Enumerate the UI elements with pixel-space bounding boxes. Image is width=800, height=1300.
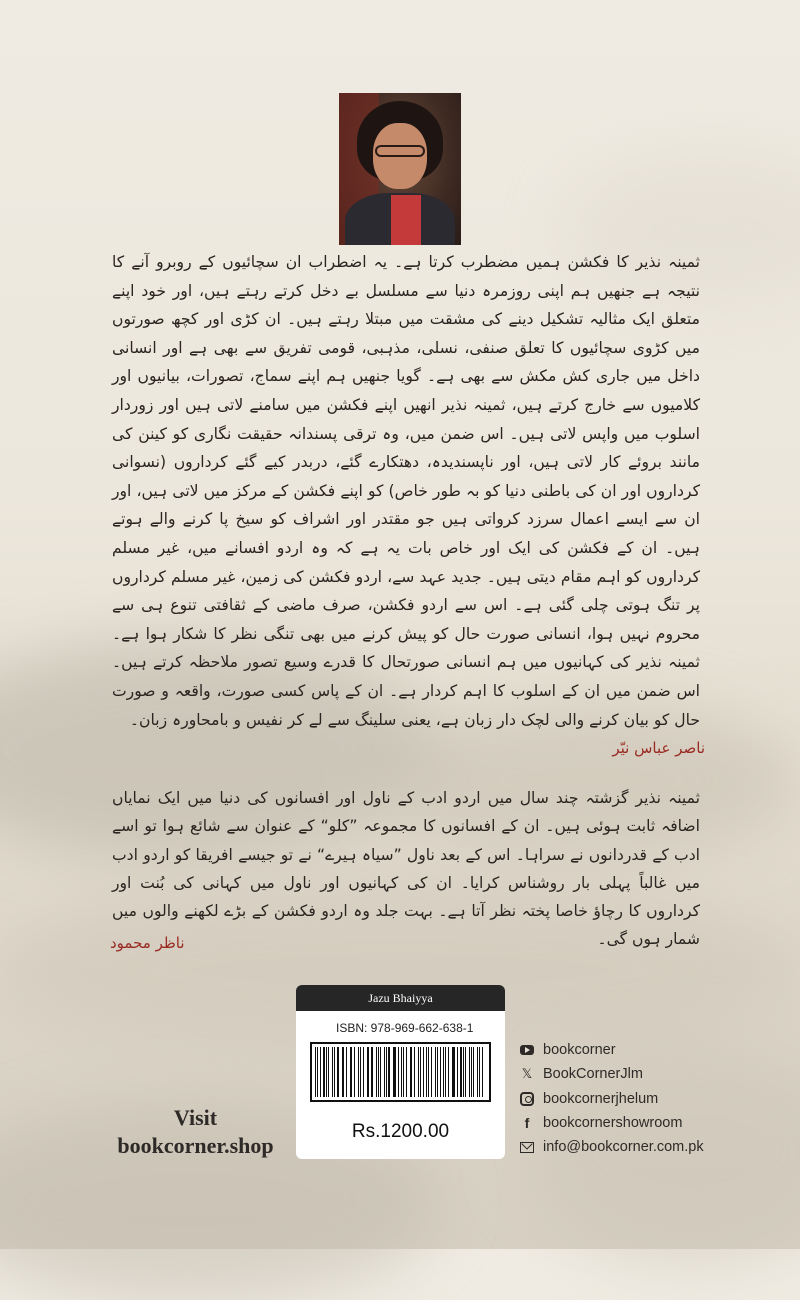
barcode-bar — [393, 1047, 394, 1097]
barcode-bar — [360, 1047, 361, 1097]
isbn-number: ISBN: 978-969-662-638-1 — [336, 1021, 474, 1035]
instagram-icon — [520, 1092, 534, 1106]
barcode-bar — [453, 1047, 454, 1097]
barcode-bar — [323, 1047, 325, 1097]
barcode-bar — [411, 1047, 412, 1097]
review-author-2 — [110, 934, 230, 952]
barcode-bar — [452, 1047, 453, 1097]
barcode-bar — [443, 1047, 444, 1097]
barcode-bar — [386, 1047, 387, 1097]
barcode-bar — [363, 1047, 364, 1097]
barcode-bar — [401, 1047, 402, 1097]
barcode-bar — [358, 1047, 360, 1097]
social-item-facebook[interactable] — [520, 1111, 790, 1135]
barcode-bar — [457, 1047, 458, 1097]
barcode-bar — [350, 1047, 351, 1097]
youtube-icon — [520, 1045, 534, 1055]
visit-website[interactable] — [108, 1104, 283, 1160]
barcode-bar — [403, 1047, 404, 1097]
barcode — [310, 1042, 491, 1102]
barcode-bar — [367, 1047, 368, 1097]
barcode-bar — [418, 1047, 419, 1097]
social-label: bookcorner — [543, 1042, 616, 1059]
barcode-bar — [426, 1047, 427, 1097]
barcode-bar — [326, 1047, 327, 1097]
barcode-bar — [440, 1047, 441, 1097]
barcode-bar — [477, 1047, 478, 1097]
barcode-bar — [394, 1047, 395, 1097]
barcode-bar — [437, 1047, 438, 1097]
barcode-bar — [320, 1047, 321, 1097]
barcode-bar — [428, 1047, 429, 1097]
barcode-bar — [460, 1047, 462, 1097]
barcode-bar — [423, 1047, 424, 1097]
cover-designer-credit: Jazu Bhaiyya — [296, 985, 505, 1011]
barcode-bar — [346, 1047, 347, 1097]
barcode-bar — [332, 1047, 333, 1097]
website-url[interactable]: bookcorner.shop — [117, 1133, 274, 1158]
social-label: bookcornerjhelum — [543, 1090, 659, 1107]
barcode-bar — [473, 1047, 474, 1097]
barcode-bar — [376, 1047, 377, 1097]
barcode-bar — [445, 1047, 446, 1097]
barcode-bar — [398, 1047, 399, 1097]
x-icon: 𝕏 — [521, 1066, 533, 1082]
review-text-1: ثمینہ نذیر کا فکشن ہمیں مضطرب کرتا ہے۔ یہ اضطراب ان سچائیوں کے روبرو آنے کا نتیجہ ہے جنھیں ہم اپنی روزمرہ دنیا سے مسلسل بے دخل کرتے رہتے ہیں، اور خود اپنے متعلق ایک مثالیہ تشکیل دینے کی مشقت میں مبتلا رہتے ہیں۔ ان کڑی اور کچھ صورتوں میں کڑوی سچائیوں کا تعلق صنفی، نسلی، مذہبی، قومی تفریق سے بھی ہے اور انسانی داخل میں جاری کش مکش سے بھی ہے۔ گویا جنھیں ہم اپنے سماج، تصورات، بیانیوں اور کلامیوں سے خارج کرتے ہیں، ثمینہ نذیر انھیں اپنے فکشن میں سامنے لاتی ہیں اور زوردار اسلوب میں واپس لاتی ہیں۔ اس ضمن میں، وہ ترقی پسندانہ حقیقت نگاری کو کینن کی مانند بروئے کار لاتی ہیں، اور ناپسندیدہ، دھتکارے گئے، دربدر کیے گئے کرداروں (نسوانی کرداروں اور ان کی باطنی دنیا کو بہ طور خاص) کو اپنے فکشن کے مرکز میں لاتی ہیں، اور ان سے ایسے اعمال سرزد کرواتی ہیں جو مقتدر اور اشراف کو سیخ پا کرنے والے ہوتے ہیں۔ ان کے فکشن کی ایک اور خاص بات یہ ہے کہ وہ اردو افسانے میں، غیر مسلم کرداروں کو اہم مقام دیتی ہیں۔ جدید عہد سے، اردو فکشن کی زمین، غیر مسلم کرداروں پر تنگ ہوتی چلی گئی ہے۔ اس سے اردو فکشن، صرف ماضی کے ثقافتی تنوع ہی سے محروم نہیں ہوا، انسانی صورت حال کو پیش کرنے میں بھی تنگی نظر کا شکار ہوا ہے۔ ثمینہ نذیر کی کہانیوں میں ہم انسانی صورتحال کا قدرے وسیع تصور ملاحظہ کرتے ہیں۔ اس ضمن میں ان کے اسلوب کا اہم کردار ہے۔ ان کے پاس کسی صورت، واقعہ و صورت حال کو بیان کرنے والی لچک دار زبان ہے، یعنی سلینگ سے لے کر نفیس و بامحاورہ زبان۔ — [112, 253, 700, 729]
barcode-bar — [315, 1047, 316, 1097]
visit-label: Visit — [173, 1105, 218, 1130]
barcode-bar — [469, 1047, 470, 1097]
barcode-bar — [371, 1047, 373, 1097]
barcode-bar — [388, 1047, 390, 1097]
barcode-bar — [410, 1047, 411, 1097]
barcode-bar — [465, 1047, 466, 1097]
barcode-bar — [342, 1047, 343, 1097]
social-item-instagram[interactable] — [520, 1087, 790, 1111]
barcode-bar — [431, 1047, 432, 1097]
barcode-bar — [343, 1047, 344, 1097]
barcode-bar — [463, 1047, 464, 1097]
barcode-bar — [380, 1047, 381, 1097]
barcode-bar — [435, 1047, 437, 1097]
email-icon — [520, 1142, 534, 1153]
barcode-bar — [354, 1047, 355, 1097]
barcode-bar — [317, 1047, 318, 1097]
barcode-bar — [368, 1047, 369, 1097]
review-author-1: ناصر عباس نیّر — [612, 739, 705, 757]
isbn-barcode-box — [296, 985, 505, 1159]
barcode-bar — [479, 1047, 481, 1097]
barcode-bar — [334, 1047, 335, 1097]
barcode-bar — [378, 1047, 379, 1097]
author-photo — [339, 93, 461, 245]
barcode-bar — [414, 1047, 416, 1097]
barcode-bar — [420, 1047, 421, 1097]
social-item-youtube[interactable] — [520, 1038, 790, 1062]
facebook-icon: f — [524, 1115, 530, 1132]
barcode-bar — [471, 1047, 472, 1097]
barcode-bar — [351, 1047, 352, 1097]
barcode-bar — [448, 1047, 449, 1097]
barcode-bar — [384, 1047, 385, 1097]
social-label: BookCornerJlm — [543, 1066, 643, 1083]
social-label: bookcornershowroom — [543, 1115, 683, 1132]
review-author-2-text: ناظر محمود — [110, 934, 185, 952]
social-item-x[interactable] — [520, 1062, 790, 1086]
barcode-bar — [482, 1047, 483, 1097]
social-links — [520, 1038, 790, 1159]
social-label: info@bookcorner.com.pk — [543, 1139, 704, 1156]
barcode-bar — [328, 1047, 329, 1097]
barcode-bar — [337, 1047, 339, 1097]
review-text-2: ثمینہ نذیر گزشتہ چند سال میں اردو ادب کے ناول اور افسانوں کی دنیا میں ایک نمایاں اضافہ ثابت ہوئی ہیں۔ ان کے افسانوں کا مجموعہ ”کلو“ کے عنوان سے شائع ہوا تو اسے ادب کے قدردانوں نے سراہا۔ اس کے بعد ناول ”سیاہ ہیرے“ نے تو جیسے افریقا کو اردو ادب میں غالباً پہلی بار روشناس کرایا۔ ان کی کہانیوں اور ناول میں کہانی کی بُنت اور کرداروں کا رچاؤ خاصا پختہ نظر آتا ہے۔ بہت جلد وہ اردو فکشن کے بڑے لکھنے والوں میں شمار ہوں گی۔ — [112, 789, 700, 949]
social-item-email[interactable] — [520, 1135, 790, 1159]
price: Rs.1200.00 — [351, 1121, 450, 1142]
barcode-bar — [406, 1047, 407, 1097]
